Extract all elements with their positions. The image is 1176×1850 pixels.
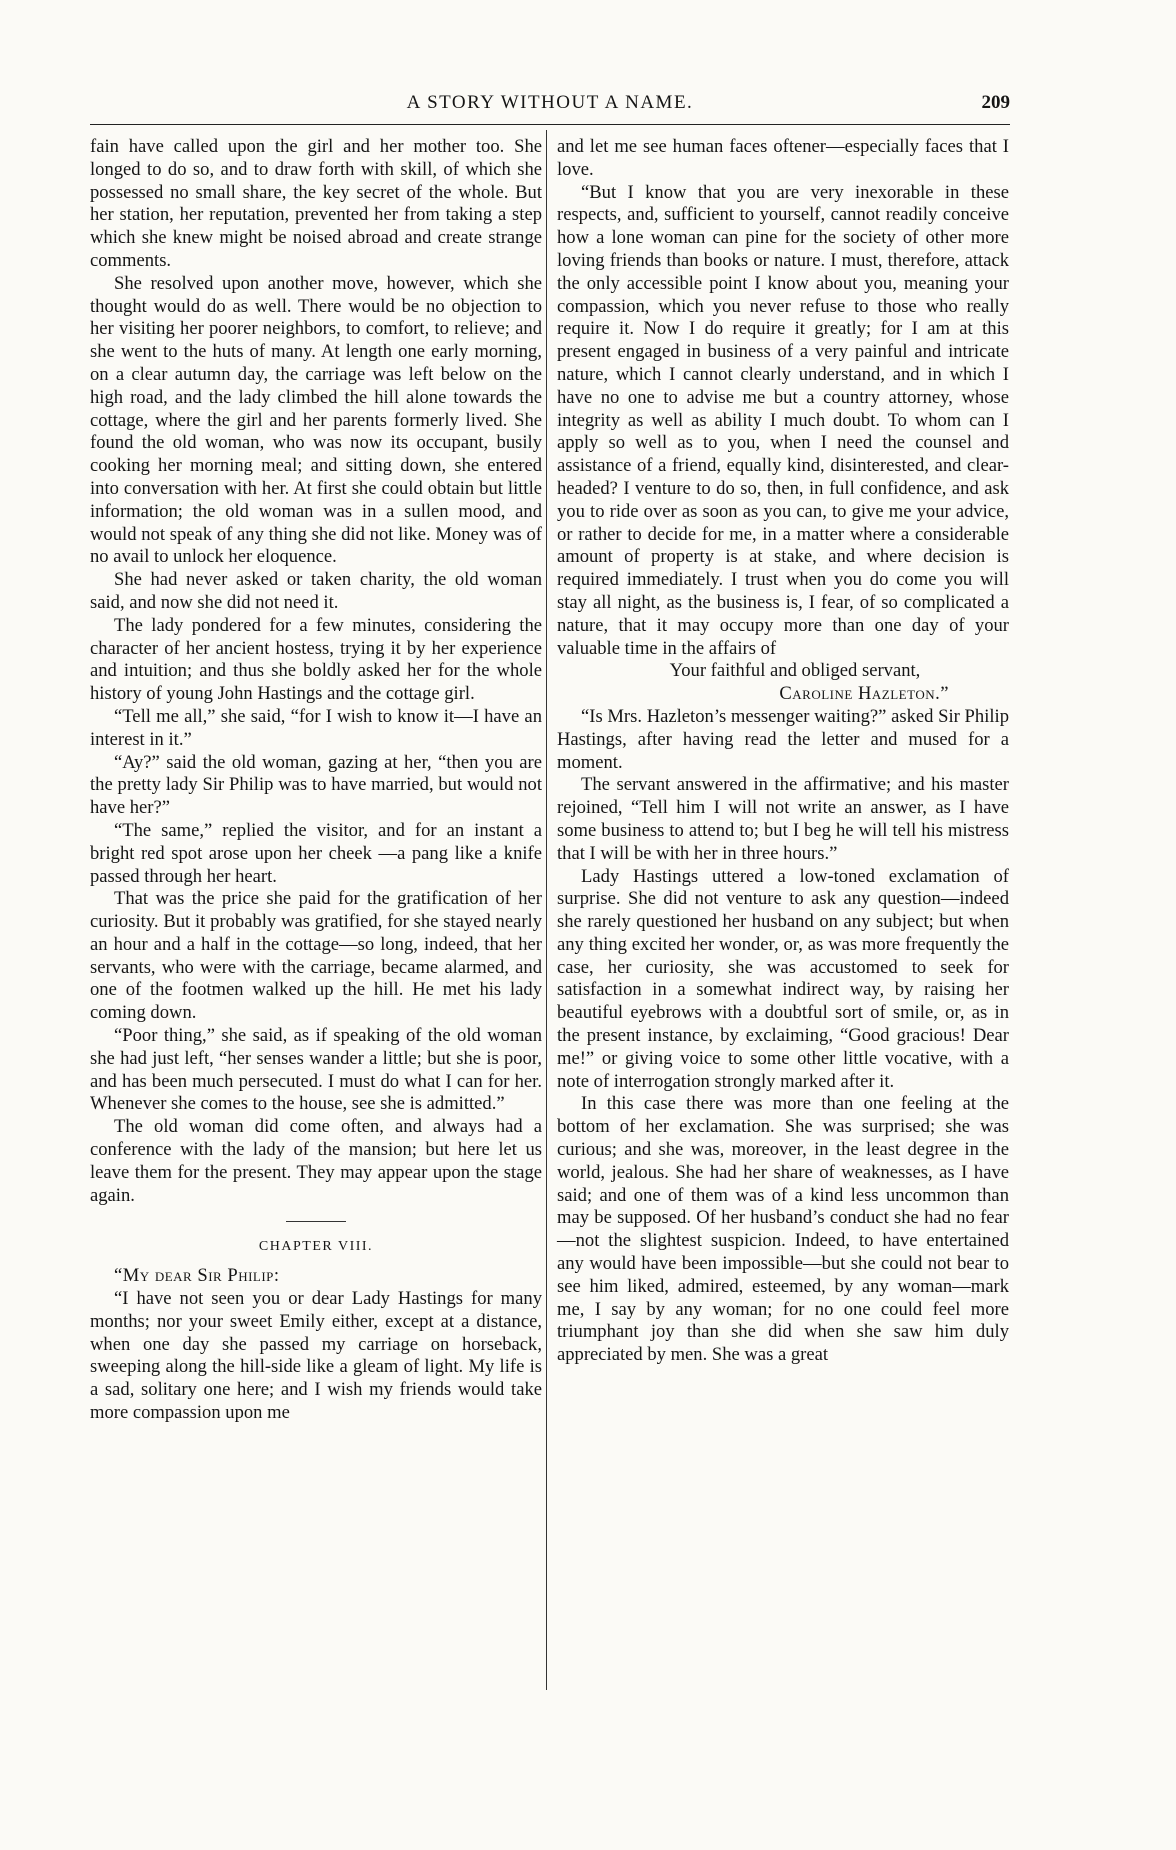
letter-salutation: “My dear Sir Philip:: [114, 1265, 280, 1287]
paragraph: The lady pondered for a few minutes, considering the character of her ancient hostess, trying it by her experience and intuition; and thus she boldly asked her for the whole history of young John Hastings and the cottage girl.: [90, 614, 542, 705]
paragraph: The old woman did come often, and always had a conference with the lady of the mansion; but here let us leave them for the present. They may appear upon the stage again.: [90, 1116, 542, 1206]
running-title: A STORY WITHOUT A NAME.: [406, 92, 694, 113]
paragraph: “The same,” replied the visitor, and for an instant a bright red spot arose upon her cheek —a pang like a knife passed through her heart.: [90, 819, 542, 887]
chapter-heading: CHAPTER VIII.: [258, 1239, 374, 1255]
paragraph: fain have called upon the girl and her mother too. She longed to do so, and to draw forth with skill, of which she possessed no small share, the key secret of the whole. But her station, her reputation, prevented her from taking a step which she knew might be noised abroad and create strange comments.: [90, 136, 542, 271]
chapter-divider: [286, 1221, 346, 1222]
paragraph: “Is Mrs. Hazleton’s messenger waiting?” asked Sir Philip Hastings, after having read the letter and mused for a moment.: [557, 705, 1009, 773]
paragraph: “Tell me all,” she said, “for I wish to know it—I have an interest in it.”: [90, 705, 542, 750]
paragraph: She resolved upon another move, however, which she thought would do as well. There would be no objection to her visiting her poorer neighbors, to comfort, to relieve; and she went to the huts of many. At length one early morning, on a clear autumn day, the carriage was left below on the high road, and the lady climbed the hill alone towards the cottage, where the girl and her parents formerly lived. She found the old woman, who was now its occupant, busily cooking her morning meal; and sitting down, she entered into conversation with her. At first she could obtain but little information; the old woman was in a sullen mood, and would not speak of any thing she did not like. Money was of no avail to unlock her eloquence.: [90, 272, 542, 568]
page-number: 209: [981, 92, 1010, 113]
paragraph: “But I know that you are very inexorable in these respects, and, sufficient to yourself, cannot readily conceive how a lone woman can pine for the society of other more loving friends than books or nature. I must, therefore, attack the only accessible point I know about you, meaning your compassion, which you never refuse to those who really require it. Now I do require it greatly; for I am at this present engaged in business of a very painful and intricate nature, which I cannot clearly understand, and in which I have no one to advise me but a country attorney, whose integrity as well as ability I much doubt. To whom can I apply so well as to you, when I need the counsel and assistance of a friend, equally kind, disinterested, and clear-headed? I venture to do so, then, in full confidence, and ask you to ride over as soon as you can, to give me your advice, or rather to decide for me, in a matter where a considerable amount of property is at stake, and where decision is required immediately. I trust when you do come you will stay all night, as the business is, I fear, of so complicated a nature, that it may occupy more than one day of your valuable time in the affairs of: [557, 181, 1009, 659]
column-divider: [546, 130, 547, 1690]
letter-signoff: Your faithful and obliged servant,: [669, 660, 921, 682]
left-column: [90, 136, 542, 1425]
paragraph: That was the price she paid for the gratification of her curiosity. But it probably was gratified, for she stayed nearly an hour and a half in the cottage—so long, indeed, that her servants, who were with the carriage, became alarmed, and one of the footmen walked up the hill. He met his lady coming down.: [90, 888, 542, 1024]
letter-signature: Caroline Hazleton.”: [779, 683, 949, 705]
letter-paragraph: “I have not seen you or dear Lady Hastings for many months; nor your sweet Emily either, except at a distance, when one day she passed my carriage on horseback, sweeping along the hill-side like a gleam of light. My life is a sad, solitary one here; and I wish my friends would take more compassion upon me: [90, 1288, 542, 1424]
running-head: [90, 88, 1010, 122]
paragraph: In this case there was more than one feeling at the bottom of her exclamation. She was surprised; she was curious; and she was, moreover, in the least degree in the world, jealous. She had her share of weaknesses, as I have said; and one of them was of a kind less uncommon than may be supposed. Of her husband’s conduct she had no fear—not the slightest suspicion. Indeed, to have entertained any would have been impossible—but she could not bear to see him liked, admired, esteemed, by any woman—mark me, I say by any woman; for no one could feel more triumphant joy than she did when she saw him duly appreciated by men. She was a great: [557, 1093, 1009, 1366]
header-rule: [90, 124, 1010, 125]
paragraph: The servant answered in the affirmative; and his master rejoined, “Tell him I will not write an answer, as I have some business to attend to; but I beg he will tell his mistress that I will be with her in three hours.”: [557, 774, 1009, 864]
paragraph: Lady Hastings uttered a low-toned exclamation of surprise. She did not venture to ask any question—indeed she rarely questioned her husband on any subject; but when any thing excited her wonder, or, as was more frequently the case, her curiosity, she was accustomed to seek for satisfaction in a somewhat indirect way, by raising her beautiful eyebrows with a doubtful sort of smile, or, as in the present instance, by exclaiming, “Good gracious! Dear me!” or giving voice to some other little vocative, with a note of interrogation strongly marked after it.: [557, 865, 1009, 1092]
paragraph: “Poor thing,” she said, as if speaking of the old woman she had just left, “her senses wander a little; but she is poor, and has been much persecuted. I must do what I can for her. Whenever she comes to the house, see she is admitted.”: [90, 1025, 542, 1115]
paragraph: and let me see human faces oftener—especially faces that I love.: [557, 136, 1009, 180]
paragraph: “Ay?” said the old woman, gazing at her, “then you are the pretty lady Sir Philip was to have married, but would not have her?”: [90, 751, 542, 819]
right-column: [557, 136, 1009, 1367]
paragraph: She had never asked or taken charity, the old woman said, and now she did not need it.: [90, 569, 542, 613]
